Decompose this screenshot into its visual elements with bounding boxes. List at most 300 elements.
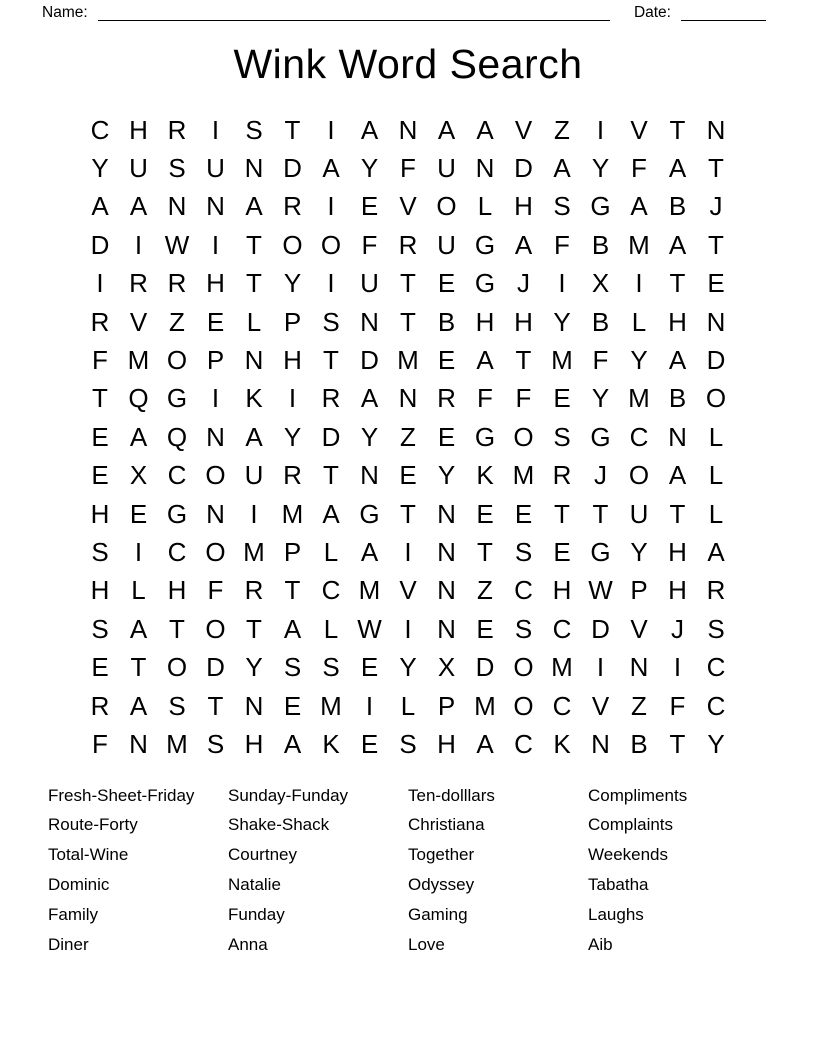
- grid-cell: F: [631, 153, 647, 184]
- word-item: Funday: [228, 904, 285, 924]
- grid-cell: E: [360, 191, 379, 222]
- word-item: Diner: [48, 934, 89, 954]
- grid-cell: B: [591, 306, 610, 337]
- grid-cell: E: [91, 460, 109, 491]
- grid-cell: V: [399, 575, 417, 606]
- grid-cell: O: [436, 191, 457, 222]
- grid-cell: M: [358, 575, 381, 606]
- grid-cell: N: [475, 153, 495, 184]
- grid-cell: G: [474, 229, 496, 260]
- word-item: Sunday-Funday: [228, 785, 349, 805]
- date-label: Date:: [633, 4, 671, 21]
- grid-cell: G: [474, 268, 496, 299]
- grid-cell: G: [166, 383, 188, 414]
- grid-cell: I: [250, 498, 258, 529]
- grid-cell: D: [475, 652, 495, 683]
- grid-cell: I: [327, 114, 335, 145]
- word-item: Odyssey: [408, 875, 475, 895]
- grid-cell: U: [129, 153, 148, 184]
- grid-cell: B: [437, 306, 456, 337]
- grid-cell: N: [244, 690, 264, 721]
- grid-cell: S: [553, 421, 571, 452]
- grid-cell: U: [206, 153, 225, 184]
- grid-cell: R: [398, 229, 418, 260]
- grid-cell: T: [708, 229, 724, 260]
- word-item: Compliments: [588, 785, 688, 805]
- grid-cell: M: [166, 728, 188, 759]
- grid-cell: E: [707, 268, 725, 299]
- grid-cell: H: [437, 728, 456, 759]
- grid-cell: Y: [360, 421, 379, 452]
- word-item: Route-Forty: [48, 815, 138, 835]
- grid-cell: K: [245, 383, 263, 414]
- word-list-column: [48, 781, 228, 960]
- grid-cell: O: [513, 690, 534, 721]
- grid-cell: E: [360, 652, 379, 683]
- grid-cell: G: [474, 421, 496, 452]
- grid-cell: R: [244, 575, 264, 606]
- grid-cell: T: [708, 153, 724, 184]
- grid-cell: D: [591, 613, 610, 644]
- grid-cell: M: [551, 652, 573, 683]
- grid-cell: Y: [360, 153, 379, 184]
- grid-cell: V: [630, 613, 648, 644]
- grid-cell: S: [91, 536, 109, 567]
- grid-cell: N: [437, 575, 456, 606]
- grid-cell: A: [245, 421, 263, 452]
- grid-cell: F: [554, 229, 570, 260]
- grid-cell: T: [246, 613, 262, 644]
- grid-cell: E: [360, 728, 379, 759]
- grid-cell: W: [588, 575, 613, 606]
- grid-cell: H: [167, 575, 187, 606]
- grid-cell: I: [211, 229, 220, 260]
- grid-cell: E: [553, 383, 571, 414]
- grid-cell: A: [707, 536, 725, 567]
- grid-cell: S: [322, 652, 340, 683]
- grid-cell: I: [596, 652, 605, 683]
- header: [0, 0, 816, 22]
- grid-cell: E: [91, 421, 109, 452]
- grid-cell: E: [553, 536, 571, 567]
- grid-cell: C: [706, 690, 726, 721]
- grid-cell: T: [207, 690, 224, 721]
- grid-cell: N: [244, 345, 264, 376]
- word-item: Dominic: [48, 875, 110, 895]
- grid-cell: A: [476, 114, 494, 145]
- grid-cell: E: [91, 652, 109, 683]
- grid-cell: F: [669, 690, 686, 721]
- grid-cell: F: [515, 383, 532, 414]
- grid-cell: A: [283, 613, 302, 644]
- word-item: Total-Wine: [48, 845, 129, 865]
- grid-cell: C: [90, 114, 110, 145]
- grid-cell: J: [594, 460, 607, 491]
- grid-cell: T: [92, 383, 108, 414]
- word-item: Anna: [228, 934, 268, 954]
- grid-cell: P: [437, 690, 456, 721]
- grid-cell: N: [437, 536, 456, 567]
- grid-cell: D: [283, 153, 302, 184]
- grid-cell: R: [283, 460, 302, 491]
- grid-cell: D: [706, 345, 726, 376]
- grid-cell: I: [558, 268, 566, 299]
- grid-cell: O: [166, 652, 188, 683]
- grid-cell: A: [360, 383, 379, 414]
- word-list: [48, 781, 816, 960]
- grid-cell: C: [629, 421, 649, 452]
- word-item: Weekends: [588, 845, 669, 865]
- grid-cell: Q: [128, 383, 149, 414]
- grid-cell: S: [553, 191, 571, 222]
- grid-cell: P: [206, 345, 225, 376]
- grid-cell: L: [708, 498, 724, 529]
- grid-cell: A: [129, 613, 148, 644]
- word-item: Laughs: [588, 904, 644, 924]
- word-item: Christiana: [408, 815, 485, 835]
- grid-cell: A: [668, 229, 687, 260]
- grid-cell: R: [129, 268, 148, 299]
- grid-cell: F: [92, 345, 108, 376]
- grid-cell: Y: [553, 306, 571, 337]
- grid-cell: I: [673, 652, 682, 683]
- grid-cell: H: [668, 536, 687, 567]
- grid-cell: X: [129, 460, 148, 491]
- grid-cell: W: [164, 229, 190, 260]
- grid-cell: A: [476, 345, 494, 376]
- grid-cell: R: [437, 383, 456, 414]
- grid-cell: D: [321, 421, 341, 452]
- grid-cell: T: [284, 575, 301, 606]
- grid-cell: H: [514, 306, 533, 337]
- grid-cell: S: [206, 728, 225, 759]
- word-item: Ten-dolllars: [408, 785, 495, 805]
- word-item: Gaming: [408, 904, 468, 924]
- grid-cell: A: [630, 191, 648, 222]
- name-label: Name:: [42, 4, 88, 21]
- grid-cell: T: [554, 498, 570, 529]
- grid-cell: G: [166, 498, 188, 529]
- grid-cell: L: [246, 306, 262, 337]
- grid-cell: R: [167, 114, 187, 145]
- grid-cell: N: [206, 191, 225, 222]
- grid-cell: P: [630, 575, 648, 606]
- grid-cell: S: [322, 306, 340, 337]
- grid-cell: F: [207, 575, 224, 606]
- grid-cell: S: [168, 690, 186, 721]
- page-title: Wink Word Search: [233, 41, 583, 87]
- grid-cell: E: [476, 498, 494, 529]
- grid-cell: Y: [591, 153, 610, 184]
- grid-cell: N: [360, 460, 379, 491]
- grid-cell: T: [515, 345, 532, 376]
- grid-cell: F: [361, 229, 378, 260]
- grid-cell: K: [476, 460, 494, 491]
- grid-cell: N: [244, 153, 264, 184]
- word-item: Tabatha: [588, 875, 649, 895]
- grid-cell: D: [360, 345, 379, 376]
- grid-cell: A: [129, 421, 148, 452]
- grid-cell: N: [629, 652, 649, 683]
- grid-cell: V: [399, 191, 417, 222]
- grid-cell: B: [630, 728, 648, 759]
- grid-cell: T: [323, 345, 339, 376]
- grid-cell: I: [288, 383, 297, 414]
- grid-cell: R: [283, 191, 302, 222]
- grid-cell: U: [437, 229, 456, 260]
- grid-cell: I: [365, 690, 374, 721]
- grid-cell: O: [513, 421, 534, 452]
- grid-cell: C: [167, 460, 187, 491]
- word-item: Natalie: [228, 875, 281, 895]
- grid-cell: G: [359, 498, 380, 529]
- grid-cell: Z: [631, 690, 647, 721]
- grid-cell: M: [628, 229, 650, 260]
- grid-cell: N: [706, 114, 726, 145]
- grid-cell: M: [628, 383, 650, 414]
- grid-cell: L: [323, 536, 339, 567]
- grid-cell: R: [90, 690, 110, 721]
- grid-cell: F: [400, 153, 416, 184]
- grid-cell: N: [591, 728, 610, 759]
- grid-cell: A: [437, 114, 456, 145]
- grid-cell: I: [327, 191, 335, 222]
- grid-cell: G: [590, 191, 611, 222]
- grid-cell: O: [205, 613, 226, 644]
- grid-cell: O: [513, 652, 534, 683]
- grid-cell: N: [206, 421, 225, 452]
- word-item: Aib: [588, 934, 613, 954]
- grid-cell: H: [668, 575, 687, 606]
- grid-cell: T: [669, 114, 686, 145]
- grid-cell: A: [129, 690, 148, 721]
- grid-cell: G: [590, 421, 611, 452]
- grid-cell: O: [628, 460, 650, 491]
- grid-cell: Z: [400, 421, 416, 452]
- grid-cell: E: [283, 690, 302, 721]
- grid-cell: O: [705, 383, 727, 414]
- grid-cell: A: [129, 191, 148, 222]
- word-item: Courtney: [228, 845, 297, 865]
- grid-cell: M: [551, 345, 573, 376]
- grid-cell: S: [283, 652, 302, 683]
- grid-cell: T: [669, 268, 686, 299]
- word-list-column: [408, 781, 588, 960]
- grid-cell: E: [399, 460, 417, 491]
- grid-cell: C: [514, 728, 533, 759]
- grid-cell: T: [400, 268, 416, 299]
- grid-cell: M: [512, 460, 535, 491]
- grid-cell: L: [131, 575, 146, 606]
- grid-cell: H: [514, 191, 533, 222]
- grid-cell: S: [399, 728, 417, 759]
- grid-cell: K: [553, 728, 571, 759]
- grid-cell: T: [400, 306, 416, 337]
- grid-cell: I: [96, 268, 104, 299]
- grid-cell: A: [322, 498, 340, 529]
- grid-cell: S: [168, 153, 186, 184]
- grid-cell: N: [706, 306, 726, 337]
- grid-cell: H: [129, 114, 148, 145]
- grid-cell: R: [167, 268, 187, 299]
- grid-cell: H: [90, 575, 110, 606]
- grid-cell: O: [205, 460, 226, 491]
- word-list-column: [228, 781, 408, 960]
- grid-cell: E: [437, 268, 456, 299]
- grid-cell: V: [591, 690, 610, 721]
- grid-cell: V: [630, 114, 648, 145]
- grid-cell: Y: [245, 652, 263, 683]
- grid-cell: A: [668, 460, 687, 491]
- grid-cell: M: [243, 536, 265, 567]
- grid-cell: H: [283, 345, 302, 376]
- grid-cell: T: [284, 114, 301, 145]
- grid-cell: H: [244, 728, 264, 759]
- grid-cell: Z: [477, 575, 493, 606]
- grid-cell: B: [668, 383, 687, 414]
- grid-cell: J: [671, 613, 684, 644]
- word-item: Love: [408, 934, 445, 954]
- grid-cell: T: [669, 498, 686, 529]
- grid-cell: Y: [399, 652, 417, 683]
- grid-cell: Y: [283, 268, 302, 299]
- grid-cell: A: [360, 114, 379, 145]
- grid-cell: C: [706, 652, 726, 683]
- grid-cell: I: [404, 613, 412, 644]
- grid-cell: I: [134, 229, 143, 260]
- word-search-grid: [81, 111, 736, 764]
- grid-cell: Y: [707, 728, 725, 759]
- grid-cell: I: [596, 114, 605, 145]
- grid-cell: I: [211, 383, 220, 414]
- grid-cell: Y: [437, 460, 456, 491]
- grid-cell: D: [206, 652, 225, 683]
- grid-cell: A: [668, 345, 687, 376]
- grid-cell: Y: [283, 421, 302, 452]
- grid-cell: S: [514, 536, 533, 567]
- grid-cell: T: [169, 613, 185, 644]
- grid-cell: A: [514, 229, 533, 260]
- grid-cell: C: [552, 690, 572, 721]
- grid-cell: I: [211, 114, 220, 145]
- grid-cell: H: [206, 268, 225, 299]
- grid-cell: V: [514, 114, 533, 145]
- grid-cell: X: [591, 268, 610, 299]
- word-item: Family: [48, 904, 99, 924]
- grid-cell: A: [283, 728, 302, 759]
- grid-cell: P: [283, 306, 302, 337]
- word-item: Fresh-Sheet-Friday: [48, 785, 195, 805]
- grid-cell: E: [514, 498, 533, 529]
- grid-cell: D: [514, 153, 533, 184]
- grid-cell: J: [517, 268, 530, 299]
- grid-cell: S: [245, 114, 263, 145]
- grid-cell: H: [475, 306, 495, 337]
- grid-cell: X: [437, 652, 456, 683]
- grid-cell: T: [130, 652, 147, 683]
- grid-cell: S: [514, 613, 533, 644]
- grid-cell: S: [91, 613, 109, 644]
- name-blank-line: [98, 4, 610, 21]
- grid-cell: I: [404, 536, 412, 567]
- grid-cell: T: [323, 460, 339, 491]
- grid-cell: F: [92, 728, 108, 759]
- grid-cell: T: [477, 536, 493, 567]
- grid-cell: U: [360, 268, 379, 299]
- word-list-column: [588, 781, 768, 960]
- grid-cell: Y: [91, 153, 109, 184]
- grid-cell: V: [129, 306, 148, 337]
- grid-cell: T: [400, 498, 416, 529]
- grid-cell: E: [437, 345, 456, 376]
- grid-cell: L: [708, 460, 724, 491]
- grid-cell: A: [245, 191, 263, 222]
- grid-cell: O: [320, 229, 342, 260]
- grid-cell: T: [592, 498, 609, 529]
- grid-cell: E: [476, 613, 494, 644]
- grid-cell: N: [167, 191, 187, 222]
- grid-cell: L: [400, 690, 416, 721]
- grid-cell: L: [708, 421, 724, 452]
- grid-cell: A: [360, 536, 379, 567]
- grid-cell: L: [477, 191, 493, 222]
- grid-cell: N: [437, 613, 456, 644]
- grid-cell: R: [552, 460, 572, 491]
- grid-cell: O: [282, 229, 303, 260]
- grid-cell: N: [668, 421, 687, 452]
- grid-cell: U: [244, 460, 264, 491]
- grid-cell: M: [474, 690, 496, 721]
- grid-cell: I: [327, 268, 335, 299]
- grid-cell: Y: [591, 383, 610, 414]
- grid-cell: N: [437, 498, 456, 529]
- grid-cell: Z: [169, 306, 185, 337]
- grid-cell: C: [167, 536, 187, 567]
- grid-cell: K: [322, 728, 340, 759]
- grid-cell: C: [552, 613, 572, 644]
- grid-cell: U: [437, 153, 456, 184]
- word-item: Shake-Shack: [228, 815, 330, 835]
- grid-cell: N: [398, 383, 418, 414]
- grid-cell: A: [91, 191, 109, 222]
- grid-cell: R: [90, 306, 110, 337]
- date-blank-line: [681, 4, 766, 21]
- grid-cell: T: [669, 728, 686, 759]
- grid-cell: O: [166, 345, 188, 376]
- grid-cell: B: [668, 191, 687, 222]
- grid-cell: T: [246, 268, 262, 299]
- grid-cell: J: [709, 191, 723, 222]
- grid-cell: N: [398, 114, 418, 145]
- grid-cell: W: [357, 613, 382, 644]
- grid-cell: A: [322, 153, 340, 184]
- word-item: Together: [408, 845, 475, 865]
- grid-cell: N: [206, 498, 225, 529]
- grid-cell: M: [397, 345, 419, 376]
- grid-cell: R: [321, 383, 341, 414]
- grid-cell: M: [127, 345, 150, 376]
- grid-cell: T: [246, 229, 262, 260]
- grid-cell: Q: [166, 421, 188, 452]
- grid-cell: P: [283, 536, 302, 567]
- grid-cell: C: [514, 575, 533, 606]
- grid-cell: N: [360, 306, 379, 337]
- grid-cell: L: [323, 613, 339, 644]
- grid-cell: E: [129, 498, 148, 529]
- grid-cell: F: [477, 383, 493, 414]
- word-item: Complaints: [588, 815, 674, 835]
- grid-cell: E: [437, 421, 456, 452]
